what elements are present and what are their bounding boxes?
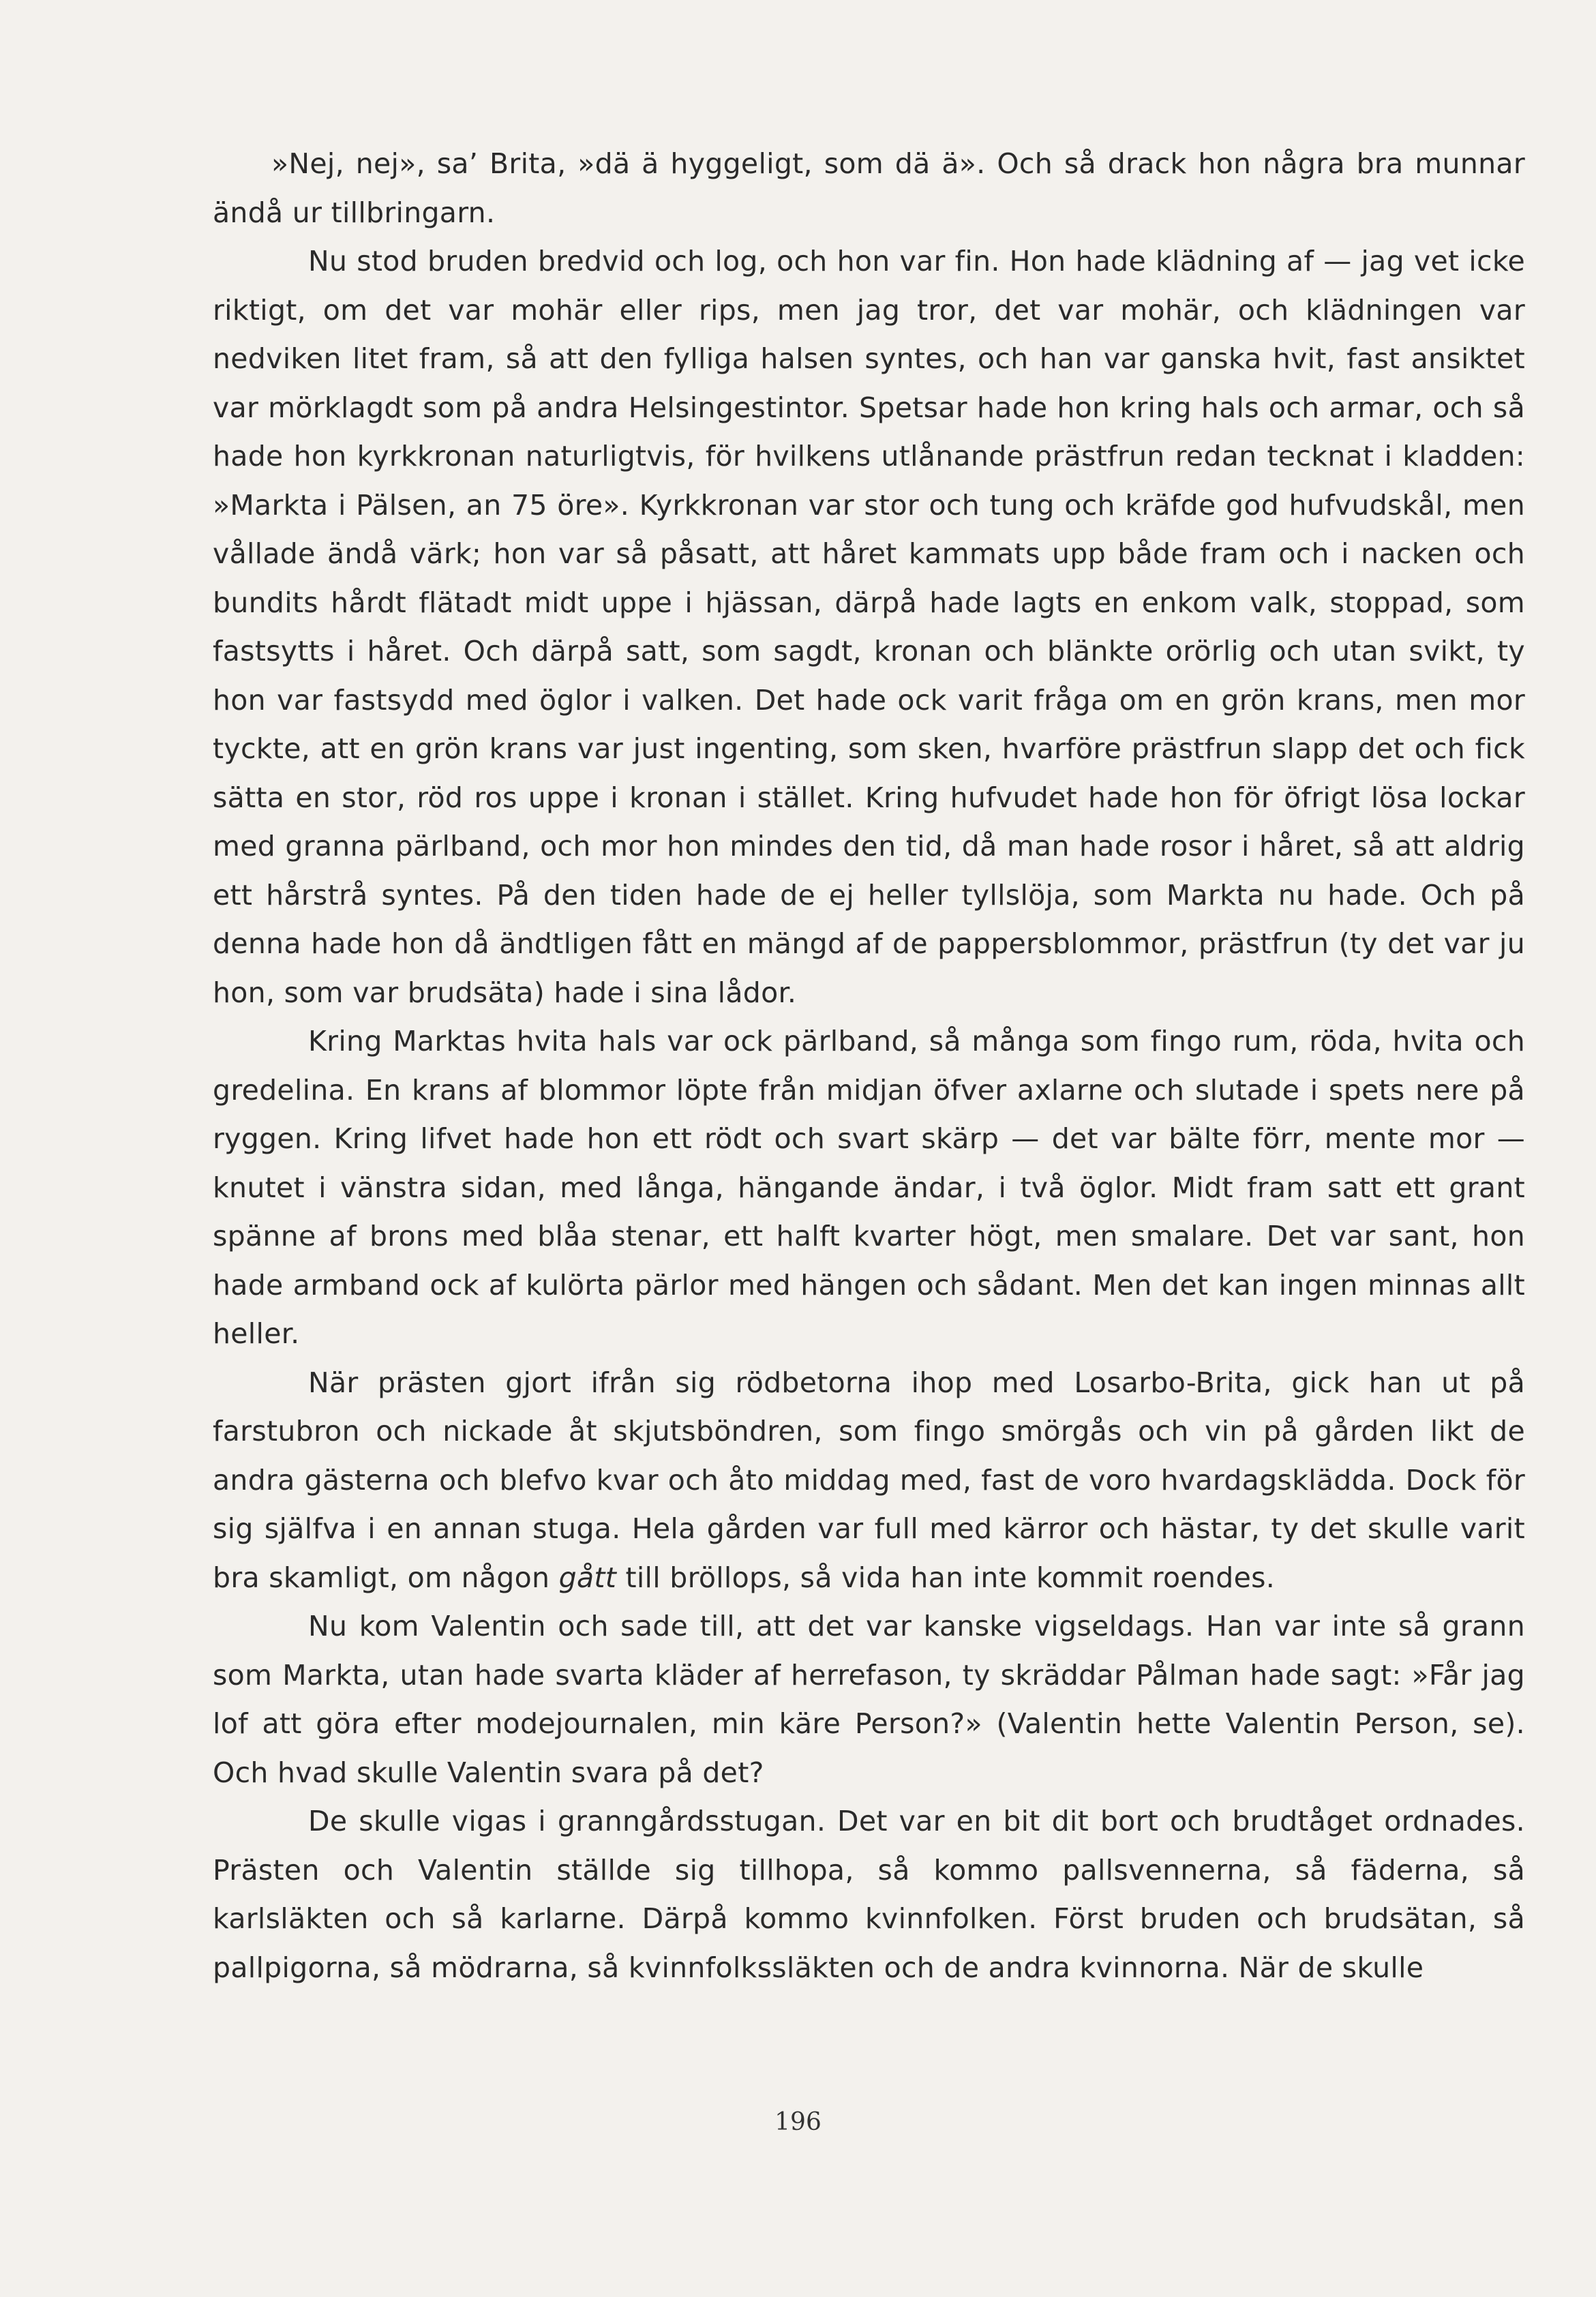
paragraph-3: Kring Marktas hvita hals var ock pärlband, så många som fingo rum, röda, hvita och gredelina. En krans af blommor löpte från midjan öfver axlarne och slutade i spets nere på ryggen. Kring lifvet hade hon ett rödt och svart skärp — det var bälte förr, mente mor — knutet i vänstra sidan, med långa, hängande ändar, i två öglor. Midt fram satt ett grant spänne af brons med blåa stenar, ett halft kvarter högt, men smalare. Det var sant, hon hade armband ock af kulörta pärlor med hängen och sådant. Men det kan ingen minnas allt heller.: [213, 1025, 1525, 1350]
paragraph-1: »Nej, nej», sa’ Brita, »dä ä hyggeligt, som dä ä». Och så drack hon några bra munnar ändå ur tillbringarn.: [213, 147, 1525, 229]
page-number: 196: [774, 2108, 822, 2136]
paragraph-5: Nu kom Valentin och sade till, att det var kanske vigseldags. Han var inte så grann som Markta, utan hade svarta kläder af herrefason, ty skräddar Pålman hade sagt: »Får jag lof att göra efter modejournalen, min käre Person?» (Valentin hette Valentin Person, se). Och hvad skulle Valentin svara på det?: [213, 1610, 1525, 1789]
paragraph-2: Nu stod bruden bredvid och log, och hon var fin. Hon hade klädning af — jag vet icke riktigt, om det var mohär eller rips, men jag tror, det var mohär, och klädningen var nedviken litet fram, så att den fylliga halsen syntes, och han var ganska hvit, fast ansiktet var mörklagdt som på andra Helsingestintor. Spetsar hade hon kring hals och armar, och så hade hon kyrkkronan naturligtvis, för hvilkens utlånande prästfrun redan tecknat i kladden: »Markta i Pälsen, an 75 öre». Kyrkkronan var stor och tung och kräfde god hufvudskål, men vållade ändå värk; hon var så påsatt, att håret kammats upp både fram och i nacken och bundits hårdt flätadt midt uppe i hjässan, därpå hade lagts en enkom valk, stoppad, som fastsytts i håret. Och därpå satt, som sagdt, kronan och blänkte orörlig och utan svikt, ty hon var fastsydd med öglor i valken. Det hade ock varit fråga om en grön krans, men mor tyckte, att en grön krans var just ingenting, som sken, hvarföre prästfrun slapp det och fick sätta en stor, röd ros uppe i kronan i stället. Kring hufvudet hade hon för öfrigt lösa lockar med granna pärlband, och mor hon mindes den tid, då man hade rosor i håret, så att aldrig ett hårstrå syntes. På den tiden hade de ej heller tyllslöja, som Markta nu hade. Och på denna hade hon då ändtligen fått en mängd af de pappersblommor, prästfrun (ty det var ju hon, som var brudsäta) hade i sina lådor.: [213, 245, 1525, 1009]
paragraph-4-part-2: till bröllops, så vida han inte kommit roendes.: [616, 1561, 1276, 1594]
paragraph-6: De skulle vigas i granngårdsstugan. Det var en bit dit bort och brudtåget ordnades. Prästen och Valentin ställde sig tillhopa, så kommo pallsvennerna, så fäderna, så karlsläkten och så karlarne. Därpå kommo kvinnfolken. Först bruden och brudsätan, så pallpigorna, så mödrarna, så kvinnfolkssläkten och de andra kvinnorna. När de skulle: [213, 1805, 1525, 1984]
paragraph-4-part-1: När prästen gjort ifrån sig rödbetorna ihop med Losarbo-Brita, gick han ut på farstubron och nickade åt skjutsböndren, som fingo smörgås och vin på gården likt de andra gästerna och blefvo kvar och åto middag med, fast de voro hvardagsklädda. Dock för sig själfva i en annan stuga. Hela gården var full med kärror och hästar, ty det skulle varit bra skamligt, om någon: [213, 1366, 1525, 1594]
paragraph-4-emphasis: gått: [558, 1561, 617, 1594]
paragraph-4: [213, 1359, 1525, 1603]
body-text: [213, 140, 1525, 1992]
